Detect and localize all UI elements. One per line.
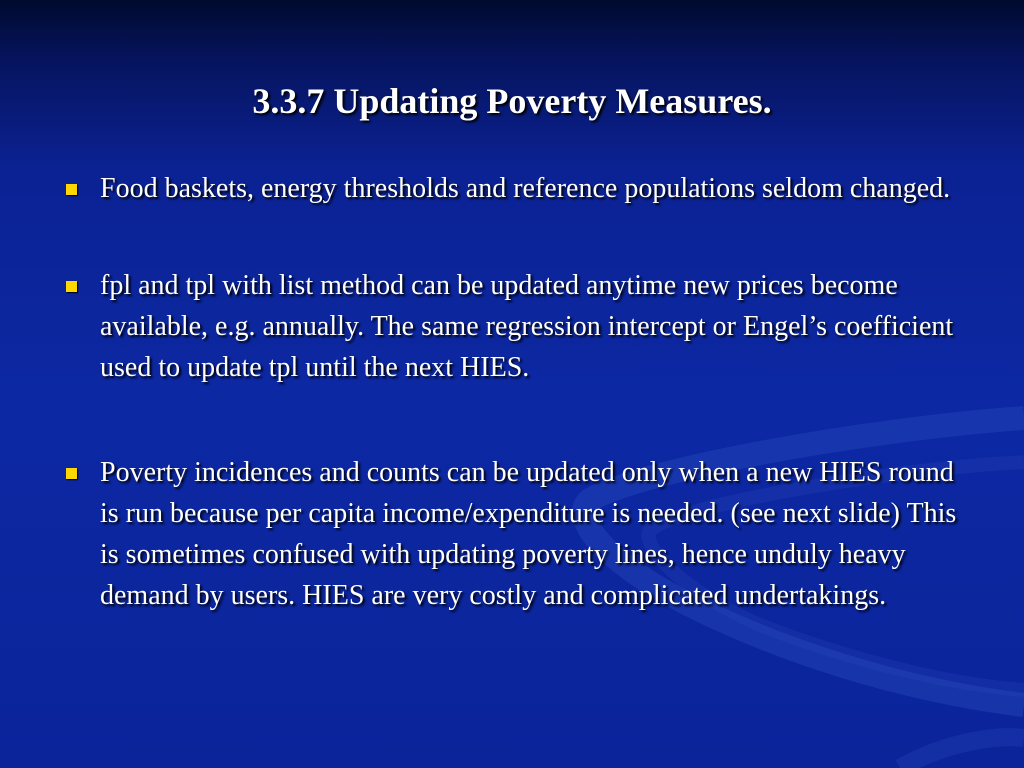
bullet-list (62, 168, 962, 616)
bullet-text: fpl and tpl with list method can be updated anytime new prices become available, e.g. annually. The same regression intercept or Engel’s coefficient used to update tpl until the next HIES. (100, 270, 954, 383)
slide-title: 3.3.7 Updating Poverty Measures. (252, 81, 772, 121)
bullet-text: Food baskets, energy thresholds and reference populations seldom changed. (100, 173, 951, 204)
bullet-item (62, 168, 962, 209)
square-bullet-icon (66, 281, 77, 292)
bullet-item (62, 452, 962, 616)
bullet-text: Poverty incidences and counts can be updated only when a new HIES round is run because per capita income/expenditure is needed. (see next slide) This is sometimes confused with updating poverty lines, hence unduly heavy demand by users. HIES are very costly and complicated undertakings. (100, 457, 957, 611)
square-bullet-icon (66, 468, 77, 479)
square-bullet-icon (66, 184, 77, 195)
bullet-item (62, 265, 962, 388)
